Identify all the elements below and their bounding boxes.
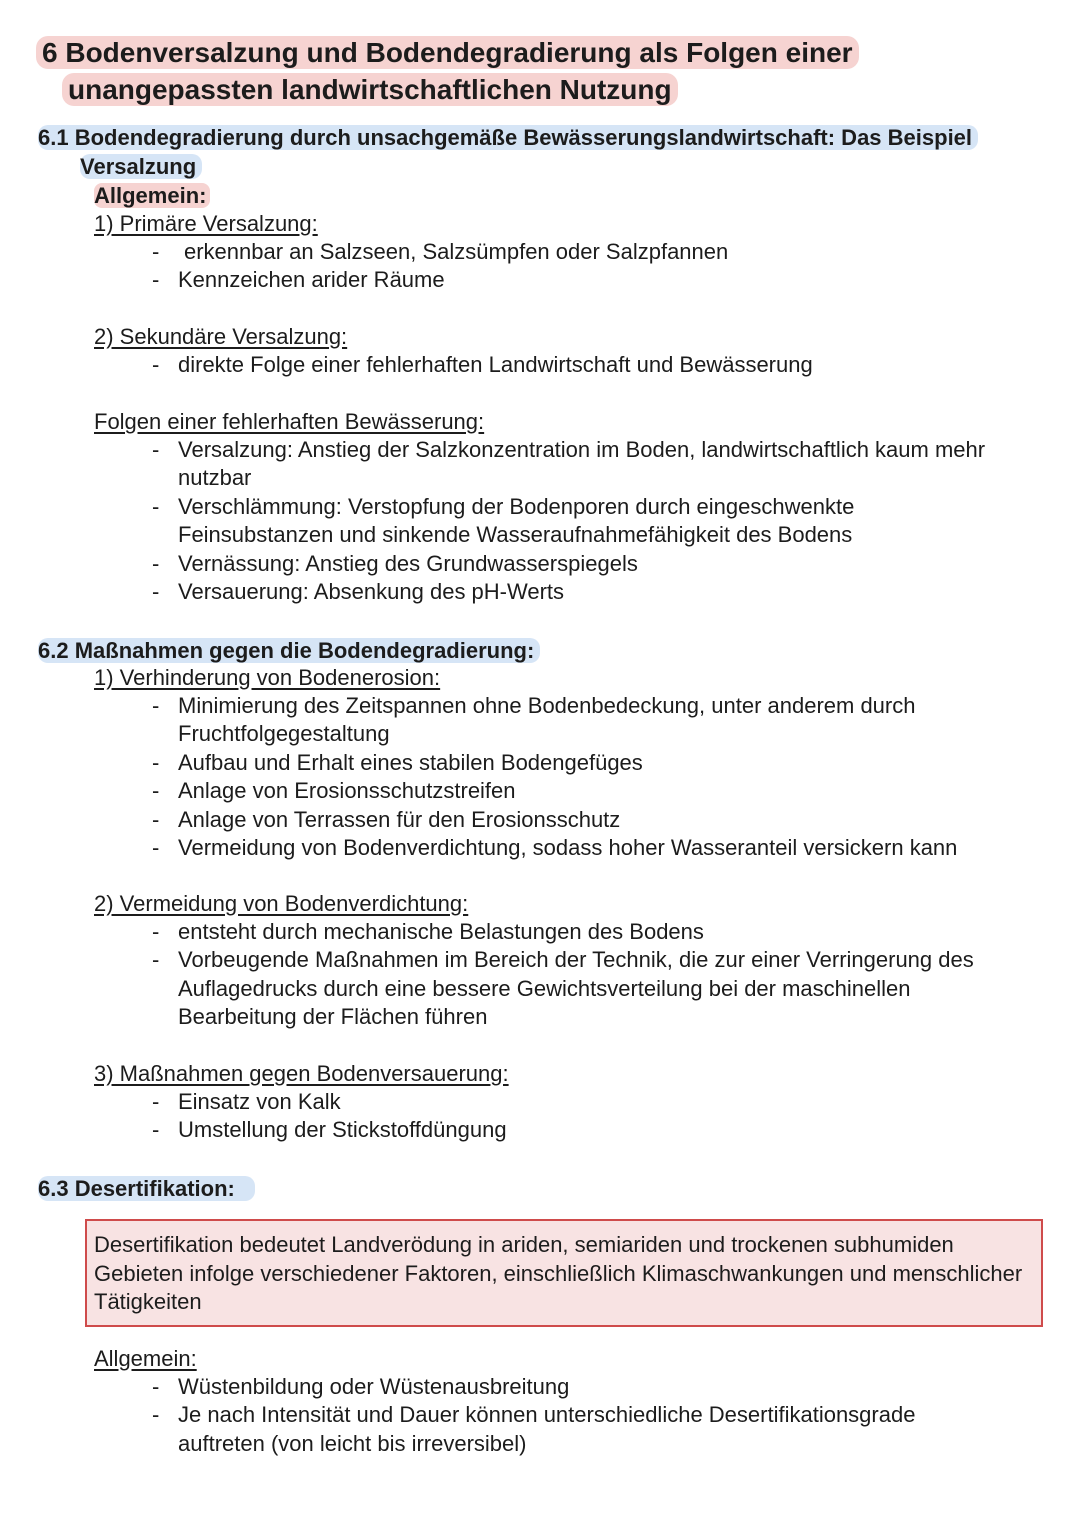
secondary-salinization-label: 2) Sekundäre Versalzung: (94, 324, 348, 349)
list-item: - Umstellung der Stickstoffdüngung (150, 1116, 1050, 1144)
section-6-3-heading: 6.3 Desertifikation: (38, 1174, 255, 1203)
section-6-1-heading (38, 123, 1048, 181)
list-item: - Aufbau und Erhalt eines stabilen Bodengefüges (150, 749, 1000, 777)
section-6-1-general-label: Allgemein: (94, 182, 210, 210)
primary-salinization-list (150, 238, 1050, 295)
list-item: - entsteht durch mechanische Belastungen des Bodens (150, 918, 1040, 946)
list-item: - Versalzung: Anstieg der Salzkonzentration im Boden, landwirtschaftlich kaum mehr nutzbar (150, 436, 1010, 493)
list-item: - Kennzeichen arider Räume (150, 266, 1050, 294)
title-line-2: unangepassten landwirtschaftlichen Nutzung (62, 73, 678, 106)
list-item: - Je nach Intensität und Dauer können unterschiedliche Desertifikationsgrade auftreten (von leicht bis irreversibel) (150, 1401, 990, 1458)
irrigation-consequences-label: Folgen einer fehlerhaften Bewässerung: (94, 409, 485, 434)
list-item: - Wüstenbildung oder Wüstenausbreitung (150, 1373, 990, 1401)
list-item: - Verschlämmung: Verstopfung der Bodenporen durch eingeschwenkte Feinsubstanzen und sinkende Wasseraufnahmefähigkeit des Bodens (150, 493, 938, 550)
page-title (36, 34, 1046, 108)
list-item: - Vermeidung von Bodenverdichtung, sodass hoher Wasseranteil versickern kann (150, 834, 1000, 862)
desertification-general-label: Allgemein: (94, 1346, 197, 1371)
list-item: - Vorbeugende Maßnahmen im Bereich der Technik, die zur einer Verringerung des Auflagedrucks durch eine bessere Gewichtsverteilung bei der maschinellen Bearbeitung der Flächen führen (150, 946, 1008, 1031)
list-item: - Versauerung: Absenkung des pH-Werts (150, 578, 1010, 606)
list-item: - Minimierung des Zeitspannen ohne Bodenbedeckung, unter anderem durch Fruchtfolgegestaltung (150, 692, 1000, 749)
list-item: - Anlage von Erosionsschutzstreifen (150, 777, 1000, 805)
acidification-measures-label: 3) Maßnahmen gegen Bodenversauerung: (94, 1061, 509, 1086)
list-item: - Einsatz von Kalk (150, 1088, 1050, 1116)
section-6-1-heading-cont: Versalzung (80, 154, 202, 179)
definition-box: Desertifikation bedeutet Landverödung in ariden, semiariden und trockenen subhumiden Gebieten infolge verschiedener Faktoren, einschließlich Klimaschwankungen und menschlicher Tätigkeiten (85, 1219, 1043, 1327)
title-line-1: 6 Bodenversalzung und Bodendegradierung als Folgen einer (36, 36, 859, 69)
section-6-2-heading: 6.2 Maßnahmen gegen die Bodendegradierung: (38, 636, 540, 665)
section-6-1-heading-text: 6.1 Bodendegradierung durch unsachgemäße Bewässerungslandwirtschaft: Das Beispiel (38, 125, 978, 150)
erosion-prevention-list (150, 692, 1000, 862)
irrigation-consequences-list (150, 436, 1010, 606)
desertification-list (150, 1373, 990, 1458)
primary-salinization-label: 1) Primäre Versalzung: (94, 211, 318, 236)
compaction-avoidance-list (150, 918, 1040, 1032)
acidification-measures-list (150, 1088, 1050, 1145)
list-item: - Vernässung: Anstieg des Grundwasserspiegels (150, 550, 1010, 578)
erosion-prevention-label: 1) Verhinderung von Bodenerosion: (94, 665, 441, 690)
list-item: - erkennbar an Salzseen, Salzsümpfen oder Salzpfannen (150, 238, 1050, 266)
list-item: - Anlage von Terrassen für den Erosionsschutz (150, 806, 1000, 834)
compaction-avoidance-label: 2) Vermeidung von Bodenverdichtung: (94, 891, 469, 916)
secondary-salinization-list (150, 351, 1050, 379)
list-item: - direkte Folge einer fehlerhaften Landwirtschaft und Bewässerung (150, 351, 1050, 379)
